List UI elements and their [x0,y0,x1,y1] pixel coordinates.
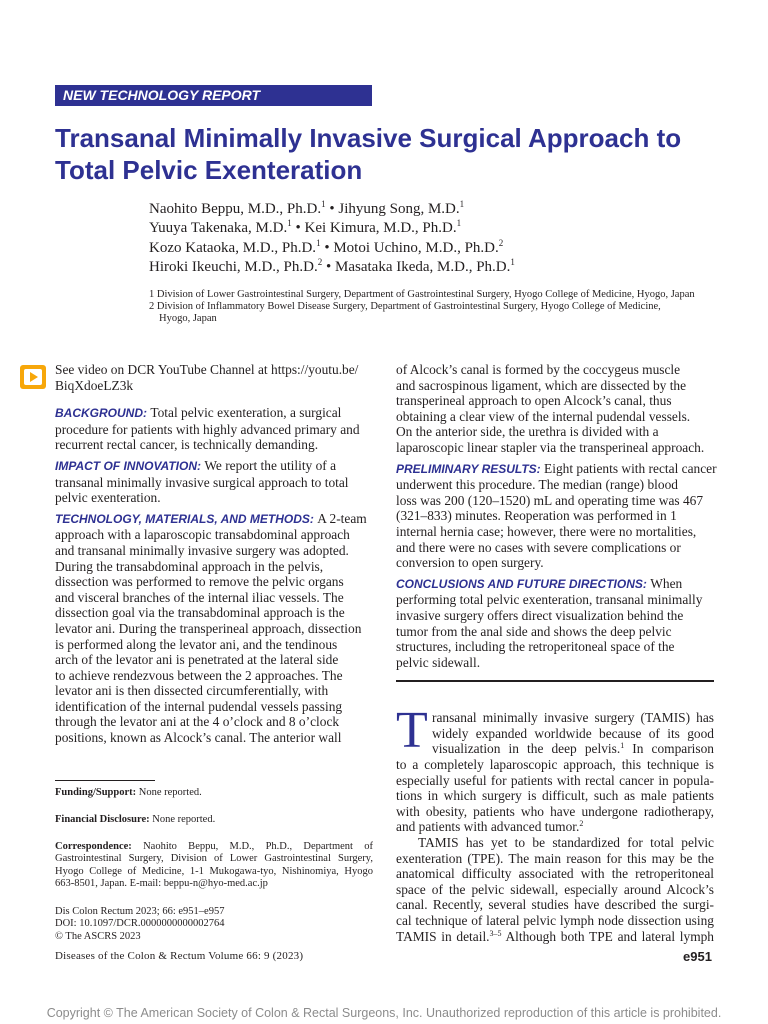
abstract-line [55,458,373,475]
abstract-line: dissection was performed to remove the pelvic organs [55,574,344,590]
body-text: Although both TPE and lateral lymph [501,928,714,944]
title-line: Transanal Minimally Invasive Surgical Approach to [55,123,682,153]
play-video-icon[interactable] [20,365,46,389]
citation-ref: 1 [620,741,625,751]
body-line: TAMIS has yet to be standardized for total pelvic [418,834,714,850]
author-affil-sup: 1 [456,218,462,229]
body-line: to a completely laparoscopic approach, this technique is [396,757,714,772]
abstract-line: approach with a laparoscopic transabdominal approach [55,527,350,543]
author-name: Kozo Kataoka, M.D., Ph.D. [149,239,317,256]
footnote-divider [55,780,155,781]
background-heading: BACKGROUND: [55,406,147,421]
abstract-line: arch of the levator ani is penetrated at the lateral side [55,652,339,668]
author-name: Naohito Beppu, M.D., Ph.D. [149,201,322,217]
author-row [149,239,709,258]
abstract-line: laparoscopic linear stapler via the transperineal approach. [396,439,705,455]
correspondence-note [55,841,373,890]
citation-line: Dis Colon Rectum 2023; 66: e951–e957 [55,906,225,917]
affiliation-line: 2 Division of Inflammatory Bowel Disease Surgery, Department of Gastrointestinal Surgery, Hyogo College of Medicine, [149,301,661,312]
abstract-line: performing total pelvic exenteration, transanal minimally [396,592,703,608]
author-separator: • [295,220,301,237]
impact-heading: IMPACT OF INNOVATION: [55,458,201,473]
body-text: TAMIS in detail. [396,928,490,944]
affiliation-line: 1 Division of Lower Gastrointestinal Surgery, Department of Gastrointestinal Surgery, Hyogo College of Medicine, Hyogo, Japan [149,289,695,300]
body-line: widely expanded worldwide because of its good [432,725,714,741]
abstract-line: dissection goal via the transabdominal approach is the [55,605,345,621]
abstract-line: levator ani. During the transperineal approach, dissection [55,620,362,636]
abstract-right-column [396,362,717,670]
abstract-line: levator ani is then dissected circumferentially, with [55,683,329,699]
author-affil-sup: 1 [321,199,326,209]
abstract-text: Eight patients with rectal cancer [544,460,717,476]
abstract-line: identification of the internal pudendal vessels passing [55,698,343,714]
technology-heading: TECHNOLOGY, MATERIALS, AND METHODS: [55,511,314,526]
author-affil-sup: 1 [510,256,515,267]
funding-label: Funding/Support: [55,787,137,798]
abstract-line: internal hernia case; however, there were no mortalities, [396,523,697,539]
body-line: tions in which surgery is difficult, such as male patients [396,788,714,804]
abstract-line: conversion to open surgery. [396,555,544,571]
author-affil-sup: 1 [316,237,321,248]
author-row [149,219,709,238]
citation-ref: 2 [579,819,584,829]
abstract-line: positions, known as Alcock’s canal. The anterior wall [55,730,342,746]
abstract-line: through the levator ani at the 4 o’clock and 8 o’clock [55,714,340,730]
body-line: canal. Recently, several studies have described the surgi- [396,897,714,913]
body-line [432,741,714,757]
abstract-line [55,511,373,528]
correspondence-text: Naohito Beppu, M.D., Ph.D., Department of [143,841,373,852]
copyright-notice: Copyright © The American Society of Colon & Rectal Surgeons, Inc. Unauthorized reproduction of this article is prohibited. [46,1006,722,1020]
abstract-line: transanal minimally invasive surgical approach to total [55,474,349,490]
author-name: Kei Kimura, M.D., Ph.D. [304,220,457,237]
body-line: ransanal minimally invasive surgery (TAMIS) has [432,710,714,725]
abstract-text: We report the utility of a [204,457,337,473]
abstract-line: transperineal approach to open Alcock’s canal, thus [396,393,672,409]
article-title [55,122,735,186]
body-line: space of the pelvic sidewall, especially around Alcock’s [396,881,714,897]
funding-value: None reported. [138,787,202,798]
author-affil-sup: 2 [317,256,323,267]
abstract-line: structures, including the retroperitoneal space of the [396,639,675,655]
abstract-line: and transanal minimally invasive surgery was adopted. [55,542,349,558]
abstract-line: loss was 200 (120–1520) mL and operating time was 467 [396,492,704,508]
body-line: exenteration (TPE). The main reason for this may be the [396,850,714,866]
author-list [149,200,709,277]
abstract-line [55,405,373,422]
author-separator: • [326,258,332,275]
play-video-icon-frame [24,369,42,385]
author-separator: • [324,239,330,256]
section-label: NEW TECHNOLOGY REPORT [55,85,372,106]
page-number: e951 [683,949,712,964]
abstract-text: Total pelvic exenteration, a surgical [150,405,342,421]
disclosure-label: Financial Disclosure: [55,814,150,825]
video-note-line[interactable]: BiqXdoeLZ3k [55,377,134,393]
journal-footer: Diseases of the Colon & Rectum Volume 66: 9 (2023) [55,950,304,962]
author-affil-sup: 1 [459,199,465,209]
author-row [149,200,709,219]
disclosure-note [55,814,373,826]
abstract-line [396,576,714,593]
drop-cap: T [396,702,428,759]
affiliations [149,289,719,325]
abstract-line: procedure for patients with highly advanced primary and [55,421,360,437]
author-separator: • [329,201,335,217]
disclosure-value: None reported. [152,814,216,825]
abstract-line: recurrent rectal cancer, is technically demanding. [55,437,319,453]
abstract-line: pelvic exenteration. [55,490,161,506]
abstract-line: of Alcock’s canal is formed by the coccygeus muscle [396,362,681,377]
author-name: Masataka Ikeda, M.D., Ph.D. [335,258,511,275]
correspondence-line [55,841,373,853]
abstract-line: (321–833) minutes. Reoperation was performed in 1 [396,508,677,524]
abstract-line: and visceral branches of the internal iliac vessels. The [55,589,344,605]
author-affil-sup: 2 [498,237,504,248]
body-line [396,929,714,945]
body-text: and patients with advanced tumor. [396,819,580,835]
video-note-line[interactable]: See video on DCR YouTube Channel at https://youtu.be/ [55,362,359,377]
citation-line: DOI: 10.1097/DCR.0000000000002764 [55,918,225,930]
abstract-divider [396,680,714,682]
citation-line: © The ASCRS 2023 [55,930,141,942]
author-name: Motoi Uchino, M.D., Ph.D. [333,239,499,256]
correspondence-line: Hyogo College of Medicine, 1-1 Mukogawa-tyo, Nishinomiya, Hyogo [55,865,373,877]
citation-block [55,906,373,943]
conclusions-heading: CONCLUSIONS AND FUTURE DIRECTIONS: [396,576,647,591]
abstract-line: During the transabdominal approach in the pelvis, [55,558,324,574]
author-name: Jihyung Song, M.D. [338,201,460,217]
body-line: with obesity, patients who have undergone radiotherapy, [396,803,714,819]
correspondence-line: 663-8501, Japan. E-mail: beppu-n@hyo-med.ac.jp [55,877,268,889]
abstract-text: A 2-team [317,510,367,526]
author-affil-sup: 1 [287,218,292,229]
abstract-line: On the anterior side, the urethra is divided with a [396,424,659,440]
abstract-left-column [55,362,373,746]
funding-note [55,787,373,799]
citation-ref: 3–5 [489,928,502,938]
abstract-text: When [650,575,683,591]
abstract-line: pelvic sidewall. [396,654,481,670]
author-name: Hiroki Ikeuchi, M.D., Ph.D. [149,258,318,275]
author-row [149,258,709,277]
title-line: Total Pelvic Exenteration [55,155,363,185]
body-text: In comparison [624,741,715,757]
abstract-line: is performed along the levator ani, and the tendinous [55,636,338,652]
abstract-line: underwent this procedure. The median (range) blood [396,477,678,493]
play-triangle-icon [30,372,38,382]
abstract-line: invasive surgery offers direct visualization behind the [396,607,684,623]
body-line: cal technique of lateral pelvic lymph node dissection using [396,912,714,928]
abstract-line: obtaining a clear view of the internal pudendal vessels. [396,408,691,424]
correspondence-label: Correspondence: [55,841,132,852]
abstract-line: to achieve rendezvous between the 2 approaches. The [55,667,343,683]
body-line: especially useful for patients with rectal cancer in popula- [396,772,714,788]
body-line: anatomical difficulty associated with the retroperitoneal [396,866,714,882]
affiliation-line: Hyogo, Japan [159,313,217,324]
abstract-line [396,460,717,478]
body-text: visualization in the deep pelvis. [432,741,621,757]
abstract-line: and sacrospinous ligament, which are dissected by the [396,377,687,393]
abstract-line: tumor from the anal side and shows the deep pelvic [396,623,672,639]
body-column [396,757,714,944]
body-intro-dropcap-lines [432,710,714,757]
author-name: Yuuya Takenaka, M.D. [149,220,288,237]
abstract-line: and there were no cases with severe complications or [396,539,681,555]
body-line [396,819,714,835]
results-heading: PRELIMINARY RESULTS: [396,461,541,476]
correspondence-line: Gastrointestinal Surgery, Division of Lower Gastrointestinal Surgery, [55,853,373,865]
